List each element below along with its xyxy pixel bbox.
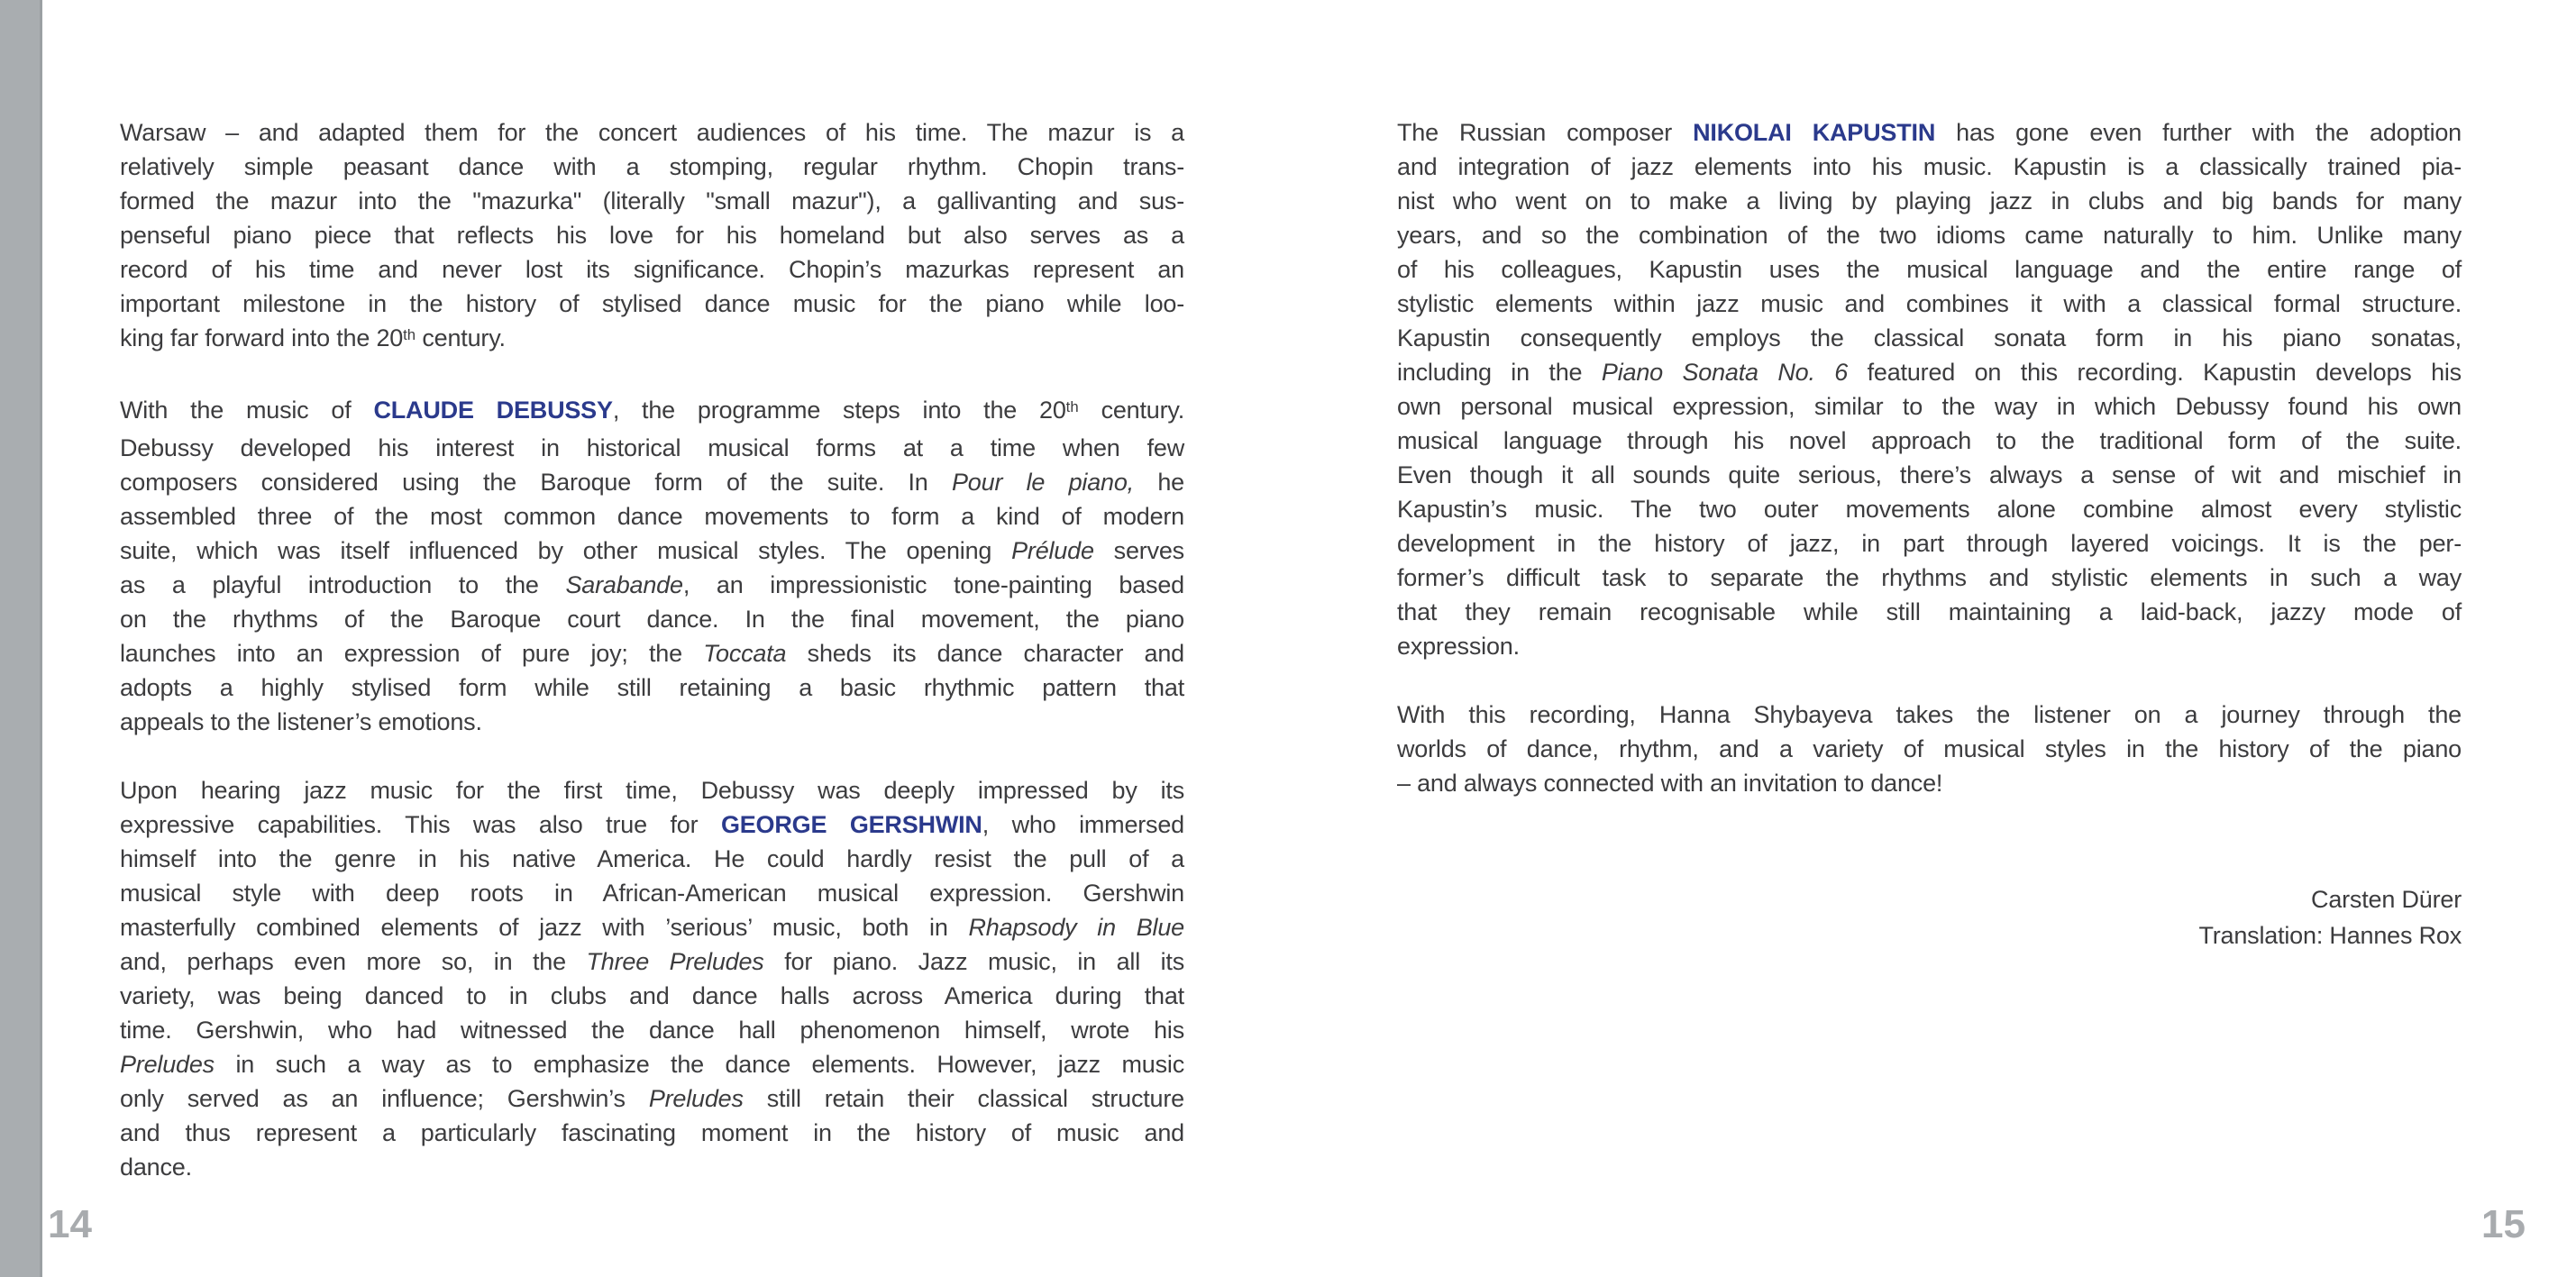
text-line <box>1397 389 2462 424</box>
text-line <box>1397 698 2462 732</box>
text-run: as a playful introduction to the <box>120 571 566 598</box>
text-run: in such a way as to emphasize the dance elements. However, jazz music <box>214 1051 1184 1078</box>
text-line <box>1397 287 2462 321</box>
text-line <box>120 184 1184 218</box>
text-line <box>1397 732 2462 766</box>
text-run: appeals to the listener’s emotions. <box>120 708 482 735</box>
text-run: for piano. Jazz music, in all its <box>763 948 1184 975</box>
text-line <box>1397 881 2462 917</box>
text-line <box>120 842 1184 876</box>
paragraph <box>1397 115 2462 663</box>
text-line <box>1397 252 2462 287</box>
text-line <box>120 321 1184 359</box>
text-line <box>120 876 1184 910</box>
text-run: musical language through his novel approach to the traditional form of the suite. <box>1397 427 2462 454</box>
text-run: century. <box>416 324 506 351</box>
text-run: th <box>403 325 416 343</box>
text-line <box>120 1081 1184 1116</box>
text-line <box>120 252 1184 287</box>
text-line <box>120 431 1184 465</box>
text-run: record of his time and never lost its significance. Chopin’s mazurkas represent an <box>120 256 1184 283</box>
text-run: Piano Sonata No. 6 <box>1601 359 1849 386</box>
text-line <box>120 944 1184 979</box>
text-line <box>120 1013 1184 1047</box>
text-run: important milestone in the history of stylised dance music for the piano while loo- <box>120 290 1184 317</box>
text-run: expressive capabilities. This was also true for <box>120 811 721 838</box>
text-line <box>1397 184 2462 218</box>
text-run: featured on this recording. Kapustin develops his <box>1848 359 2462 386</box>
text-run: himself into the genre in his native America. He could hardly resist the pull of a <box>120 845 1184 872</box>
left-edge-band <box>0 0 42 1277</box>
text-run: including in the <box>1397 359 1602 386</box>
text-run: on the rhythms of the Baroque court dance. In the final movement, the piano <box>120 606 1184 633</box>
text-line <box>120 499 1184 534</box>
text-run: The Russian composer <box>1397 119 1694 146</box>
text-run: masterfully combined elements of jazz with ’serious’ music, both in <box>120 914 969 941</box>
text-run: stylistic elements within jazz music and combines it with a classical formal structure. <box>1397 290 2462 317</box>
page-number-right: 15 <box>2481 1202 2526 1246</box>
text-run: , the programme steps into the 20 <box>612 397 1066 424</box>
text-run: composers considered using the Baroque form of the suite. In <box>120 469 952 496</box>
text-run: Preludes <box>648 1085 744 1112</box>
text-line <box>1397 321 2462 355</box>
text-line <box>1397 458 2462 492</box>
text-run: suite, which was itself influenced by other musical styles. The opening <box>120 537 1012 564</box>
page-14-text-column <box>120 115 1184 1184</box>
text-run: With the music of <box>120 397 374 424</box>
text-run: relatively simple peasant dance with a stomping, regular rhythm. Chopin trans- <box>120 153 1184 180</box>
text-run: Prélude <box>1011 537 1094 564</box>
credits <box>1397 881 2462 953</box>
text-run: serves <box>1093 537 1184 564</box>
text-line <box>120 636 1184 670</box>
text-run: formed the mazur into the "mazurka" (literally "small mazur"), a gallivanting and sus- <box>120 187 1184 214</box>
text-run: musical style with deep roots in African-American musical expression. Gershwin <box>120 880 1184 907</box>
text-line <box>1397 561 2462 595</box>
text-line <box>120 218 1184 252</box>
text-run: adopts a highly stylised form while still retaining a basic rhythmic pattern that <box>120 674 1184 701</box>
text-run: – and always connected with an invitation to dance! <box>1397 770 1943 797</box>
text-run: only served as an influence; Gershwin’s <box>120 1085 649 1112</box>
text-line <box>120 1150 1184 1184</box>
text-line <box>1397 115 2462 150</box>
text-line <box>120 1047 1184 1081</box>
text-run: Translation: Hannes Rox <box>2198 922 2462 949</box>
text-run: , who immersed <box>982 811 1184 838</box>
paragraph <box>1397 698 2462 800</box>
text-run: nist who went on to make a living by playing jazz in clubs and big bands for many <box>1397 187 2462 214</box>
text-line <box>120 534 1184 568</box>
text-run: Three Preludes <box>586 948 764 975</box>
text-run: century. <box>1078 397 1185 424</box>
text-run: dance. <box>120 1154 192 1181</box>
text-line <box>1397 629 2462 663</box>
text-run: of his colleagues, Kapustin uses the musical language and the entire range of <box>1397 256 2462 283</box>
composer-name: GEORGE GERSHWIN <box>720 811 982 838</box>
text-run: launches into an expression of pure joy; the <box>120 640 704 667</box>
text-line <box>120 979 1184 1013</box>
text-line <box>1397 355 2462 389</box>
text-run: own personal musical expression, similar to the way in which Debussy found his own <box>1397 393 2462 420</box>
text-run: Pour le piano, <box>952 469 1134 496</box>
text-line <box>120 287 1184 321</box>
composer-name: NIKOLAI KAPUSTIN <box>1693 119 1936 146</box>
text-run: variety, was being danced to in clubs and dance halls across America during that <box>120 982 1184 1009</box>
text-run: Kapustin’s music. The two outer movements alone combine almost every stylistic <box>1397 496 2462 523</box>
text-line <box>1397 150 2462 184</box>
text-line <box>120 807 1184 842</box>
text-run: and, perhaps even more so, in the <box>120 948 587 975</box>
text-run: that they remain recognisable while still maintaining a laid-back, jazzy mode of <box>1397 598 2462 625</box>
text-run: , an impressionistic tone-painting based <box>682 571 1184 598</box>
text-run: years, and so the combination of the two idioms came naturally to him. Unlike many <box>1397 222 2462 249</box>
text-line <box>120 150 1184 184</box>
text-line <box>120 910 1184 944</box>
text-run: and integration of jazz elements into his music. Kapustin is a classically trained pia- <box>1397 153 2462 180</box>
page-number-left: 14 <box>48 1202 92 1246</box>
text-line <box>120 393 1184 431</box>
text-run: Carsten Dürer <box>2311 886 2462 913</box>
text-line <box>1397 492 2462 526</box>
text-run: expression. <box>1397 633 1520 660</box>
text-line <box>1397 526 2462 561</box>
text-run: Upon hearing jazz music for the first time, Debussy was deeply impressed by its <box>120 777 1184 804</box>
text-run: Sarabande <box>565 571 683 598</box>
text-run: and thus represent a particularly fascinating moment in the history of music and <box>120 1119 1184 1146</box>
text-run: time. Gershwin, who had witnessed the dance hall phenomenon himself, wrote his <box>120 1017 1184 1044</box>
paragraph <box>120 115 1184 359</box>
text-line <box>1397 917 2462 953</box>
text-run: he <box>1133 469 1184 496</box>
text-line <box>120 115 1184 150</box>
text-line <box>1397 218 2462 252</box>
text-run: has gone even further with the adoption <box>1935 119 2462 146</box>
text-run: king far forward into the 20 <box>120 324 404 351</box>
text-run: worlds of dance, rhythm, and a variety of musical styles in the history of the piano <box>1397 735 2462 762</box>
text-run: With this recording, Hanna Shybayeva takes the listener on a journey through the <box>1397 701 2462 728</box>
text-run: still retain their classical structure <box>743 1085 1184 1112</box>
text-run: Toccata <box>703 640 787 667</box>
text-run: Debussy developed his interest in historical musical forms at a time when few <box>120 434 1184 461</box>
text-line <box>1397 424 2462 458</box>
text-run: th <box>1065 397 1079 415</box>
text-run: sheds its dance character and <box>786 640 1185 667</box>
text-line <box>120 1116 1184 1150</box>
text-run: Rhapsody in Blue <box>968 914 1184 941</box>
text-line <box>1397 766 2462 800</box>
paragraph <box>120 773 1184 1184</box>
paragraph <box>1397 881 2462 953</box>
page-15-text-column <box>1397 115 2462 800</box>
text-run: development in the history of jazz, in part through layered voicings. It is the per- <box>1397 530 2462 557</box>
text-run: assembled three of the most common dance movements to form a kind of modern <box>120 503 1184 530</box>
text-run: penseful piano piece that reflects his love for his homeland but also serves as a <box>120 222 1184 249</box>
text-line <box>120 602 1184 636</box>
text-line <box>120 568 1184 602</box>
text-line <box>120 705 1184 739</box>
text-line <box>120 670 1184 705</box>
paragraph <box>120 393 1184 739</box>
text-line <box>1397 595 2462 629</box>
text-run: Warsaw – and adapted them for the concert audiences of his time. The mazur is a <box>120 119 1184 146</box>
text-run: Preludes <box>120 1051 215 1078</box>
text-run: former’s difficult task to separate the rhythms and stylistic elements in such a way <box>1397 564 2462 591</box>
text-run: Even though it all sounds quite serious, there’s always a sense of wit and mischief in <box>1397 461 2462 488</box>
composer-name: CLAUDE DEBUSSY <box>373 397 613 424</box>
text-line <box>120 465 1184 499</box>
text-line <box>120 773 1184 807</box>
text-run: Kapustin consequently employs the classical sonata form in his piano sonatas, <box>1397 324 2462 351</box>
